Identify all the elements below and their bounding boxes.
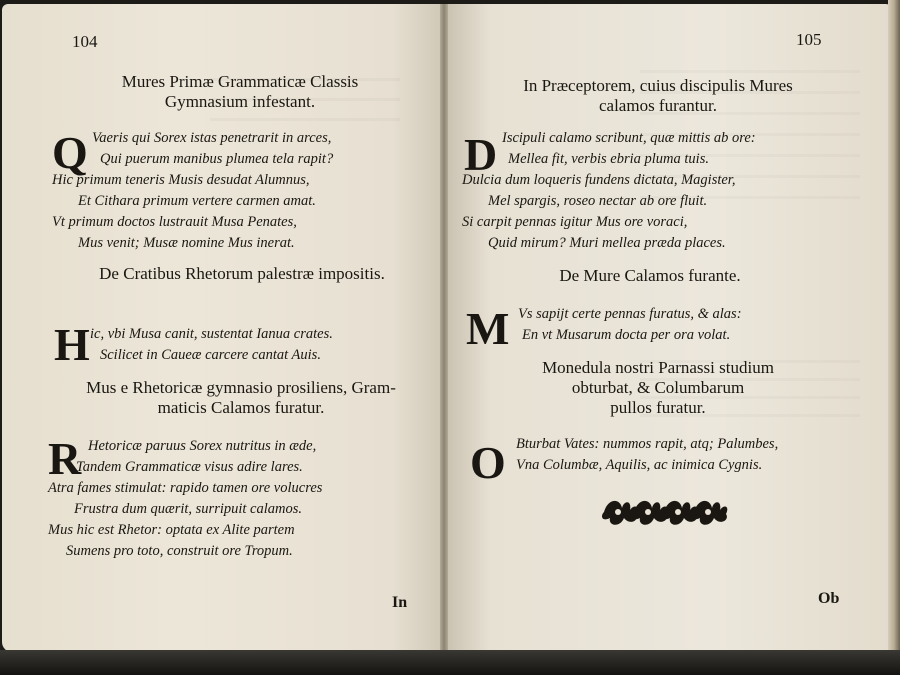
book-shadow <box>0 650 900 675</box>
right-page-number: 105 <box>796 30 822 49</box>
verse-line: Scilicet in Caueæ carcere cantat Auis. <box>100 347 321 363</box>
heading-line: De Mure Calamos furante. <box>559 266 741 285</box>
verse-line: Iscipuli calamo scribunt, quæ mittis ab ore: <box>502 130 756 146</box>
verse-line: Mel spargis, roseo nectar ab ore fluit. <box>488 193 708 209</box>
left-heading-2 <box>62 264 422 284</box>
heading-line: Monedula nostri Parnassi studium <box>542 358 774 377</box>
heading-line: Mus e Rhetoricæ gymnasio prosiliens, Gram- <box>86 378 396 397</box>
right-epigram-3 <box>516 434 778 476</box>
left-heading-3 <box>56 378 426 418</box>
verse-line: Vt primum doctos lustrauit Musa Penates, <box>52 214 297 230</box>
verse-line: Qui puerum manibus plumea tela rapit? <box>100 151 334 167</box>
verse-line: Tandem Grammaticæ visus adire lares. <box>76 459 303 475</box>
drop-cap: O <box>470 437 506 488</box>
heading-line: calamos furantur. <box>598 96 717 115</box>
verse-line: Mellea fit, verbis ebria pluma tuis. <box>508 151 709 167</box>
heading-line: Gymnasium infestant. <box>164 92 316 111</box>
heading-line: maticis Calamos furatur. <box>157 398 325 417</box>
right-epigram-2 <box>518 304 742 346</box>
right-heading-2 <box>480 266 820 286</box>
left-catchword: In <box>392 594 408 611</box>
left-heading-1 <box>70 72 410 112</box>
right-epigram-1 <box>462 128 756 254</box>
left-epigram-3 <box>48 433 323 562</box>
printers-ornament <box>600 494 730 530</box>
drop-cap: M <box>466 303 510 354</box>
verse-line: Si carpit pennas igitur Mus ore voraci, <box>462 214 688 230</box>
drop-cap: R <box>48 433 82 484</box>
heading-line: pullos furatur. <box>610 398 706 417</box>
right-catchword: Ob <box>818 590 840 607</box>
left-epigram-2 <box>90 324 333 366</box>
verse-line: Bturbat Vates: nummos rapit, atq; Palumbes, <box>516 436 779 452</box>
heading-line: Mures Primæ Grammaticæ Classis <box>121 72 359 91</box>
verse-line: Frustra dum quærit, surripuit calamos. <box>74 501 302 517</box>
verse-line: En vt Musarum docta per ora volat. <box>522 327 731 343</box>
verse-line: Vna Columbæ, Aquilis, ac inimica Cygnis. <box>516 457 763 473</box>
verse-line: Vs sapijt certe pennas furatus, & alas: <box>518 306 742 322</box>
heading-line: De Cratibus Rhetorum palestræ impositis. <box>99 264 385 283</box>
book-spine <box>440 4 448 652</box>
heading-line: In Præceptorem, cuius discipulis Mures <box>523 76 793 95</box>
drop-cap: Q <box>52 127 88 178</box>
right-heading-1 <box>478 76 838 116</box>
verse-line: Mus venit; Musæ nomine Mus inerat. <box>78 235 295 251</box>
left-epigram-1 <box>52 128 333 254</box>
verse-line: Vaeris qui Sorex istas penetrarit in arces, <box>92 130 332 146</box>
heading-line: obturbat, & Columbarum <box>571 378 745 397</box>
verse-line: Quid mirum? Muri mellea præda places. <box>488 235 726 251</box>
drop-cap: D <box>464 129 498 180</box>
drop-cap: H <box>54 319 90 370</box>
verse-line: Hic primum teneris Musis desudat Alumnus, <box>52 172 310 188</box>
left-page-number: 104 <box>72 32 98 51</box>
verse-line: Et Cithara primum vertere carmen amat. <box>78 193 316 209</box>
verse-line: Atra fames stimulat: rapido tamen ore volucres <box>48 480 323 496</box>
verse-line: Sumens pro toto, construit ore Tropum. <box>66 543 293 559</box>
verse-line: Mus hic est Rhetor: optata ex Alite partem <box>48 522 295 538</box>
verse-line: Hetoricæ paruus Sorex nutritus in æde, <box>88 438 317 454</box>
verse-line: Dulcia dum loqueris fundens dictata, Magister, <box>462 172 736 188</box>
verse-line: ic, vbi Musa canit, sustentat Ianua crates. <box>90 326 333 342</box>
right-heading-3 <box>478 358 838 418</box>
page-edges <box>888 0 900 675</box>
